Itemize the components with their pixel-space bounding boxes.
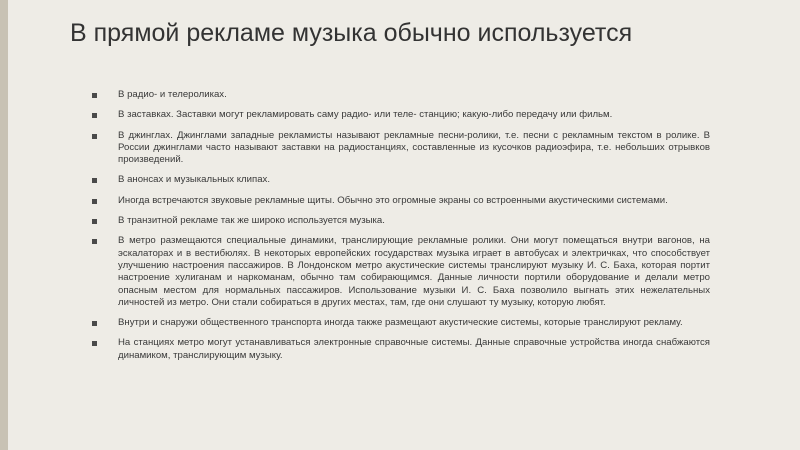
slide-content: [92, 89, 710, 370]
bullet-item: [92, 174, 710, 186]
bullet-text: В радио- и телероликах.: [118, 89, 227, 100]
bullet-item: [92, 317, 710, 329]
bullet-item: [92, 130, 710, 167]
slide-title: В прямой рекламе музыка обычно используется: [70, 19, 633, 47]
bullet-item: [92, 235, 710, 309]
bullet-text: На станциях метро могут устанавливаться электронные справочные системы. Данные справочные устройства иногда снабжаются динамиком, транслирующим музыку.: [118, 337, 710, 361]
square-bullet-icon: [92, 93, 97, 98]
square-bullet-icon: [92, 134, 97, 139]
bullet-text: В метро размещаются специальные динамики, транслирующие рекламные ролики. Они могут помещаться внутри вагонов, на эскалаторах и в вестибюлях. В некоторых европейских государствах музыка играет в автобусах и электричках, что способствует улучшению настроения пассажиров. В Лондонском метро акустические системы транслируют музыку И. С. Баха, которая портит настроение хулиганам и наркоманам, обычно там собирающимся. Данные личности портили оборудование и делали метро опасным местом для нормальных пассажиров. Использование музыки И. С. Баха позволило выгнать этих нежелательных личностей из метро. Они стали собираться в других местах, там, где они слушают ту музыку, которую любят.: [118, 235, 710, 308]
bullet-item: [92, 109, 710, 121]
bullet-text: В анонсах и музыкальных клипах.: [118, 174, 270, 186]
bullet-text: В транзитной рекламе так же широко используется музыка.: [118, 215, 385, 227]
square-bullet-icon: [92, 113, 97, 118]
bullet-text: В заставках. Заставки могут рекламировать саму радио- или теле- станцию; какую-либо передачу или фильм.: [118, 109, 613, 121]
square-bullet-icon: [92, 219, 97, 224]
bullet-item: [92, 215, 710, 227]
bullet-item: [92, 195, 710, 207]
square-bullet-icon: [92, 199, 97, 204]
square-bullet-icon: [92, 239, 97, 244]
bullet-item: [92, 89, 710, 101]
bullet-text: Иногда встречаются звуковые рекламные щиты. Обычно это огромные экраны со встроенными акустическими системами.: [118, 194, 668, 206]
square-bullet-icon: [92, 321, 97, 326]
square-bullet-icon: [92, 178, 97, 183]
square-bullet-icon: [92, 341, 97, 346]
bullet-text: В джинглах. Джинглами западные рекламисты называют рекламные песни-ролики, т.е. песни с рекламным текстом в ролике. В России джинглами часто называют заставки на радиостанциях, составленные из кусочков радиоэфира, т.е. небольших отрывков произведений.: [118, 129, 710, 166]
accent-bar: [0, 0, 8, 450]
bullet-item: [92, 337, 710, 362]
bullet-list: [92, 89, 710, 362]
bullet-text: Внутри и снаружи общественного транспорта иногда также размещают акустические системы, которые транслируют рекламу.: [118, 317, 683, 329]
